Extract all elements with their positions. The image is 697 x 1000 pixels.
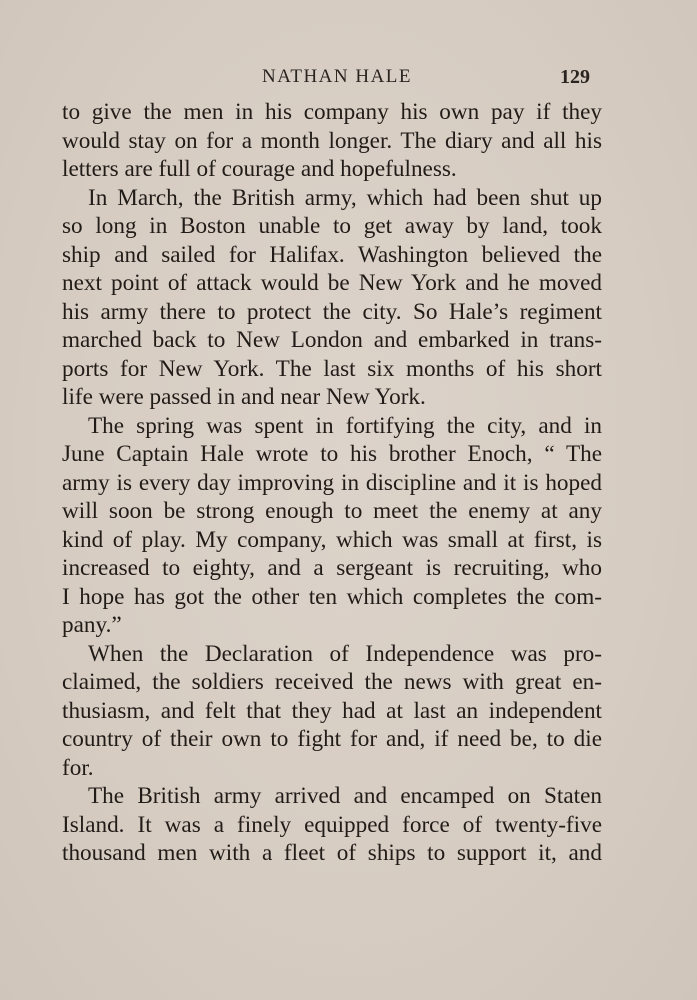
text-line: would stay on for a month longer. The diary and all his xyxy=(62,127,602,154)
text-line: so long in Boston unable to get away by land, took xyxy=(62,213,602,239)
text-line: kind of play. My company, which was small at first, is xyxy=(62,526,602,553)
text-line: marched back to New London and embarked in trans- xyxy=(62,327,602,353)
text-line: his army there to protect the city. So Hale’s regiment xyxy=(62,298,602,325)
text-line: ports for New York. The last six months of his short xyxy=(62,355,602,382)
text-line: The British army arrived and encamped on Staten xyxy=(88,783,602,809)
text-line: pany.” xyxy=(62,612,122,638)
text-line: The spring was spent in fortifying the city, and in xyxy=(88,412,602,439)
text-line: army is every day improving in discipline and it is hoped xyxy=(62,469,602,496)
text-line: June Captain Hale wrote to his brother Enoch, “ The xyxy=(62,441,602,467)
text-line: thousand men with a fleet of ships to support it, and xyxy=(62,840,602,866)
text-line: Island. It was a finely equipped force of twenty-five xyxy=(62,811,602,838)
text-line: life were passed in and near New York. xyxy=(62,384,426,410)
running-head-title: NATHAN HALE xyxy=(262,66,413,87)
text-line: country of their own to fight for and, if need be, to die xyxy=(62,726,602,752)
text-line: In March, the British army, which had been shut up xyxy=(88,184,602,211)
page-number: 129 xyxy=(560,66,590,88)
text-line: to give the men in his company his own pay if they xyxy=(62,99,602,125)
text-line: thusiasm, and felt that they had at last an independent xyxy=(62,697,602,724)
text-line: will soon be strong enough to meet the enemy at any xyxy=(62,498,602,524)
running-head xyxy=(0,66,697,92)
text-line: next point of attack would be New York and he moved xyxy=(62,270,602,296)
text-line: I hope has got the other ten which completes the com- xyxy=(62,583,602,610)
body-text xyxy=(62,98,602,868)
text-line: increased to eighty, and a sergeant is recruiting, who xyxy=(62,555,602,581)
text-line: for. xyxy=(62,754,94,781)
text-line: ship and sailed for Halifax. Washington believed the xyxy=(62,241,602,268)
text-line: claimed, the soldiers received the news with great en- xyxy=(62,669,602,695)
text-line: letters are full of courage and hopefulness. xyxy=(62,156,457,182)
text-line: When the Declaration of Independence was pro- xyxy=(88,640,602,667)
